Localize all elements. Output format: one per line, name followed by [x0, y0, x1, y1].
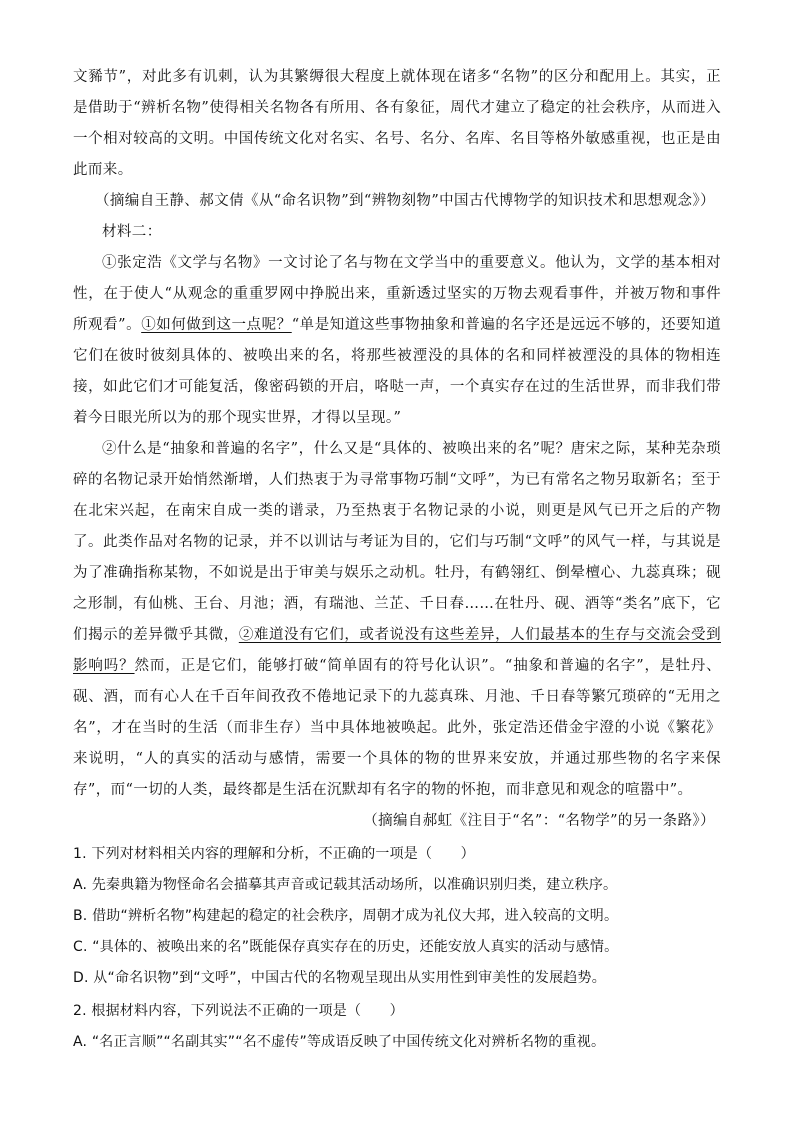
p2-text-a: ②什么是“抽象和普遍的名字”，什么又是“具体的、被唤出来的名”呢？唐宋之际，某种芜杂琐碎的名物记录开始悄然渐增，人们热衷于为寻常事物巧制“文呼”，为已有常名之物另取新名；至于在北宋兴起，在南宋自成一类的谱录，乃至热衷于名物记录的小说，则更是风气已开之后的产物了。此类作品对名物的记录，并不以训诂与考证为目的，它们与巧制“文呼”的风气一样，与其说是为了准确指称某物，不如说是出于审美与娱乐之动机。牡丹，有鹤翎红、倒晕檀心、九蕊真珠；砚之形制，有仙桃、王台、月池；酒，有瑞池、兰芷、千日春……在牡丹、砚、酒等“类名”底下，它们揭示的差异微乎其微， — [73, 441, 721, 643]
question-1-option-d[interactable]: D. 从“命名识物”到“文呼”，中国古代的名物观呈现出从实用性到审美性的发展趋势。 — [73, 970, 606, 986]
material2-source: （摘编自郝虹《注目于“名”：“名物学”的另一条路》） — [363, 813, 715, 829]
question-2-option-a[interactable]: A. “名正言顺”“名副其实”“名不虚传”等成语反映了中国传统文化对辨析名物的重视。 — [73, 1034, 606, 1050]
question-1-option-b[interactable]: B. 借助“辨析名物”构建起的稳定的社会秩序，周朝才成为礼仪大邦，进入较高的文明。 — [73, 908, 619, 924]
material2-heading: 材料二： — [102, 224, 162, 240]
question-1-option-c[interactable]: C. “具体的、被唤出来的名”既能保存真实存在的历史，还能安放人真实的活动与感情。 — [73, 939, 619, 955]
p1-text-a: ①张定浩《文学与名物》一文讨论了名与物在文学当中的重要意义。他认为，文学的基本相对性，在于使人“从观念的重重罗网中挣脱出来，重新透过坚实的万物去观看事件，并被万物和事件所观看”。 — [73, 255, 721, 333]
material2-paragraph-2 — [73, 434, 721, 806]
question-1 — [73, 839, 721, 994]
p1-text-b: “单是知道这些事物抽象和普遍的名字还是远远不够的，还要知道它们在彼时彼刻具体的、被唤出来的名，将那些被湮没的具体的名和同样被湮没的具体的物相连接，如此它们才可能复活，像密码锁的开启，咯哒一声，一个真实存在过的生活世界，而非我们带着今日眼光所以为的那个现实世界，才得以呈现。” — [73, 317, 722, 426]
document-page — [73, 62, 721, 1058]
question-2-stem: 2. 根据材料内容，下列说法不正确的一项是（ ） — [73, 1003, 404, 1019]
p2-text-b: 然而，正是它们，能够打破“简单固有的符号化认识”。“抽象和普遍的名字”，是牡丹、砚、酒，而有心人在千百年间孜孜不倦地记录下的九蕊真珠、月池、千日春等繁冗琐碎的“无用之名”，才在当时的生活（而非生存）当中具体地被唤起。此外，张定浩还借金宇澄的小说《繁花》来说明，“人的真实的活动与感情，需要一个具体的物的世界来安放，并通过那些物的名字来保存”，而“一切的人类，最终都是生活在沉默却有名字的物的怀抱，而非意见和观念的喧嚣中”。 — [73, 658, 721, 798]
material1-tail-paragraph: 文豨节”，对此多有讥刺，认为其繁缛很大程度上就体现在诸多“名物”的区分和配用上。其实，正是借助于“辨析名物”使得相关名物各有所用、各有象征，周代才建立了稳定的社会秩序，从而进入一个相对较高的文明。中国传统文化对名实、名号、名分、名库、名目等格外敏感重视，也正是由此而来。 — [73, 69, 721, 178]
question-2 — [73, 996, 721, 1058]
p1-underlined-sentence: ①如何做到这一点呢？ — [141, 317, 292, 333]
question-1-stem: 1. 下列对材料相关内容的理解和分析，不正确的一项是（ ） — [73, 846, 475, 862]
material2-paragraph-1 — [73, 248, 721, 434]
p2-underlined-sentence: ②难道没有它们，或者说没有这些差异，人们最基本的生存与交流会受到影响吗？ — [73, 627, 721, 674]
material1-source: （摘编自王静、郝文倩《从“命名识物”到“辨物刻物”中国古代博物学的知识技术和思想观念》） — [95, 193, 715, 209]
question-1-option-a[interactable]: A. 先秦典籍为物怪命名会描摹其声音或记载其活动场所，以准确识别归类，建立秩序。 — [73, 877, 618, 893]
